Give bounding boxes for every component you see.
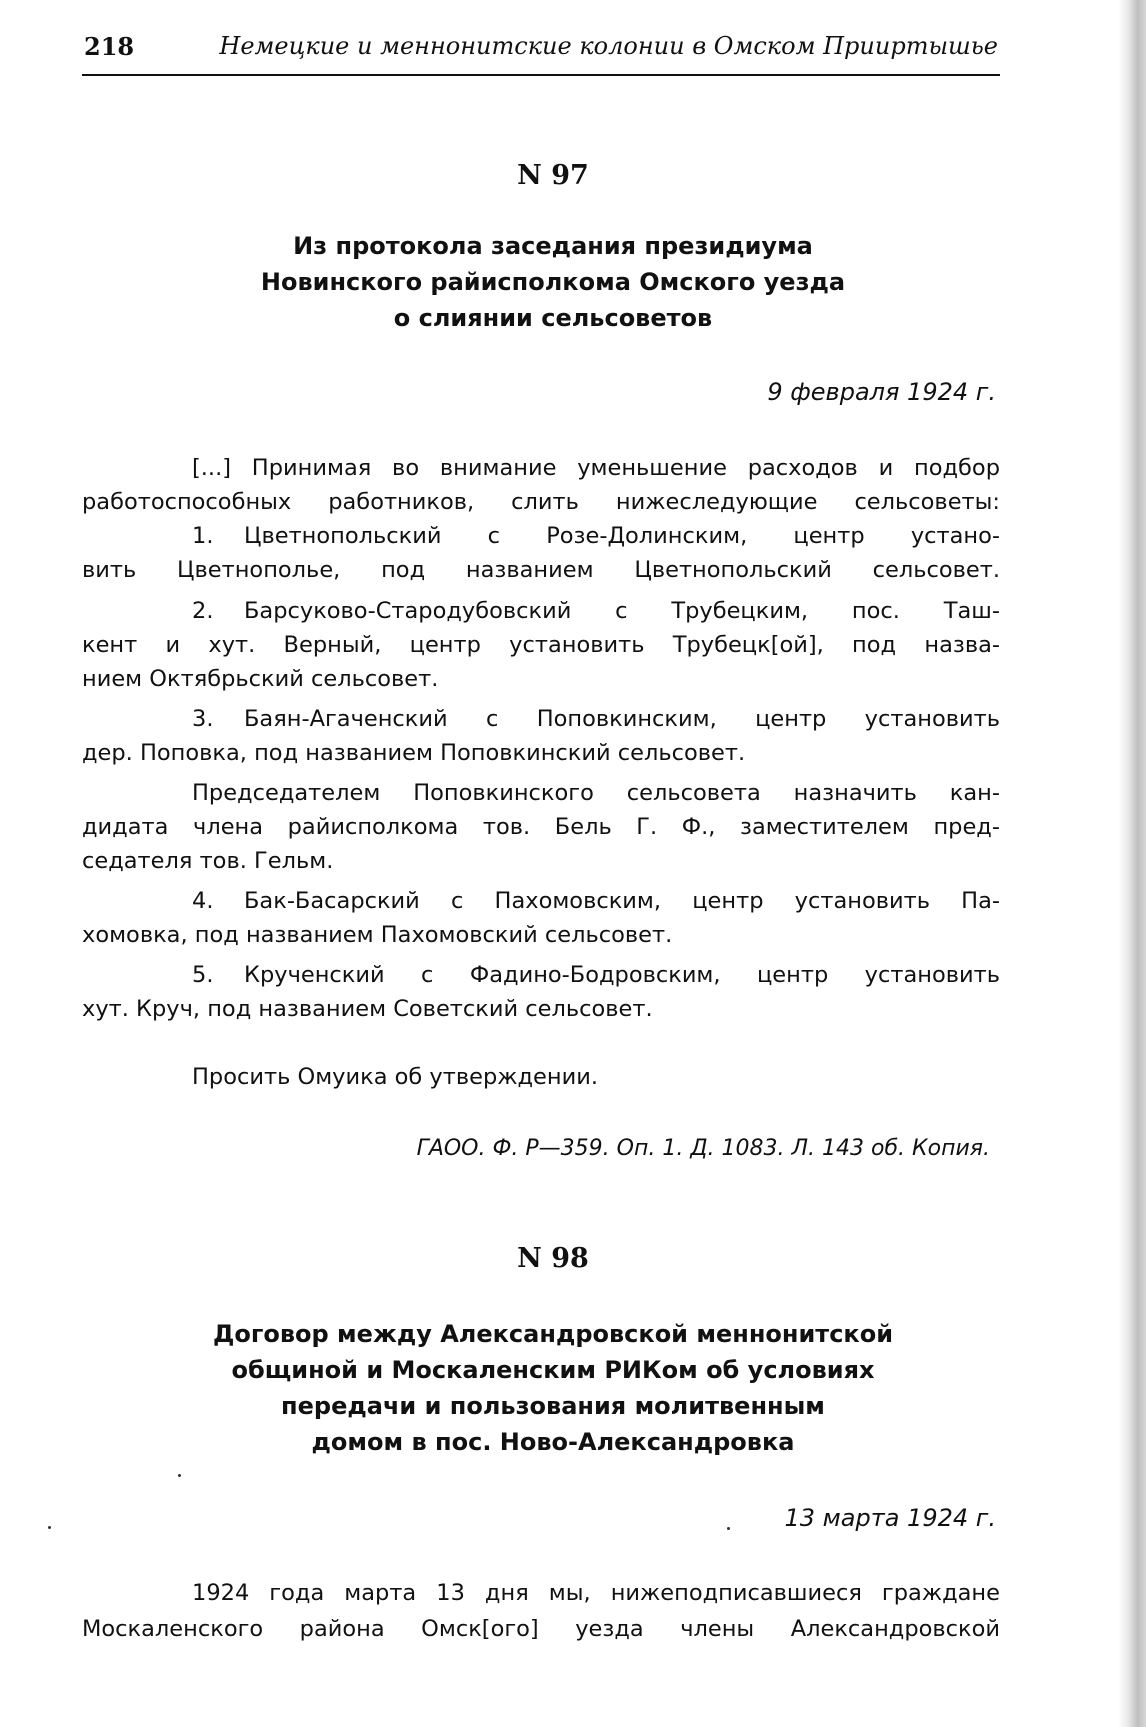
running-title: Немецкие и меннонитские колонии в Омском Прииртышье	[219, 32, 998, 60]
doc-97-paragraph-line: дер. Поповка, под названием Поповкинский сельсовет.	[82, 740, 746, 766]
doc-98-heading-line: общиной и Москаленским РИКом об условиях	[231, 1356, 875, 1384]
item-text: Бак-Басарский с Пахомовским, центр установить Па-	[244, 888, 1000, 914]
item-text: Цветнопольский с Розе-Долинским, центр устано-	[244, 523, 1000, 549]
doc-97-date: 9 февраля 1924 г.	[767, 378, 996, 406]
doc-97-paragraph-line: нием Октябрьский сельсовет.	[82, 666, 439, 692]
doc-97-paragraph-line: седателя тов. Гельм.	[82, 848, 334, 874]
doc-97-item-2	[192, 594, 1000, 628]
doc-98-heading-line: Договор между Александровской меннонитской	[212, 1320, 894, 1348]
doc-98-heading	[0, 1316, 1106, 1460]
doc-97-number: N 97	[517, 160, 589, 191]
doc-97-item-1	[192, 519, 1000, 553]
item-text: Барсуково-Стародубовский с Трубецким, пос. Таш-	[244, 598, 1000, 624]
doc-98-date: 13 марта 1924 г.	[784, 1504, 996, 1532]
doc-97-paragraph-line: вить Цветнополье, под названием Цветнопольский сельсовет.	[82, 557, 1000, 583]
doc-98-heading-line: передачи и пользования молитвенным	[281, 1392, 825, 1420]
scan-speck	[727, 1527, 730, 1530]
doc-98-paragraph-line: 1924 года марта 13 дня мы, нижеподписавшиеся граждане	[192, 1580, 1000, 1606]
item-number: 3.	[192, 706, 214, 732]
doc-97-closing: Просить Омуика об утверждении.	[192, 1064, 599, 1090]
doc-97-heading	[0, 228, 1106, 336]
item-text: Крученский с Фадино-Бодровским, центр установить	[244, 962, 1000, 988]
item-number: 4.	[192, 888, 214, 914]
doc-97-archive-reference: ГАОО. Ф. Р—359. Оп. 1. Д. 1083. Л. 143 об. Копия.	[416, 1136, 990, 1161]
page-number: 218	[84, 32, 135, 61]
doc-97-heading-line: Из протокола заседания президиума	[293, 232, 813, 260]
doc-97-paragraph-line: дидата члена райисполкома тов. Бель Г. Ф., заместителем пред-	[82, 814, 1000, 840]
doc-97-heading-line: Новинского райисполкома Омского уезда	[260, 268, 846, 296]
doc-97-item-4	[192, 884, 1000, 918]
doc-98-paragraph-line: Москаленского района Омск[ого] уезда члены Александровской	[82, 1616, 1000, 1642]
doc-97-paragraph-line: кент и хут. Верный, центр установить Трубецк[ой], под назва-	[82, 632, 1000, 658]
doc-97-heading-line: о слиянии сельсоветов	[393, 304, 713, 332]
item-number: 1.	[192, 523, 214, 549]
running-head	[82, 28, 1000, 76]
doc-97-paragraph-line: [...] Принимая во внимание уменьшение расходов и подбор	[192, 455, 1000, 481]
doc-98-number: N 98	[517, 1243, 589, 1274]
doc-97-paragraph-line: хомовка, под названием Пахомовский сельсовет.	[82, 922, 673, 948]
item-text: Баян-Агаченский с Поповкинским, центр установить	[244, 706, 1000, 732]
doc-97-paragraph-line: работоспособных работников, слить нижеследующие сельсоветы:	[82, 489, 1000, 515]
item-number: 2.	[192, 598, 214, 624]
scan-speck	[48, 1526, 51, 1529]
item-number: 5.	[192, 962, 214, 988]
doc-97-item-5	[192, 958, 1000, 992]
doc-97-paragraph-line: хут. Круч, под названием Советский сельсовет.	[82, 996, 653, 1022]
doc-97-paragraph-line: Председателем Поповкинского сельсовета назначить кан-	[192, 780, 1000, 806]
scan-speck	[178, 1474, 181, 1477]
doc-98-heading-line: домом в пос. Ново-Александровка	[311, 1428, 795, 1456]
doc-97-item-3	[192, 702, 1000, 736]
scan-edge	[1118, 0, 1146, 1727]
